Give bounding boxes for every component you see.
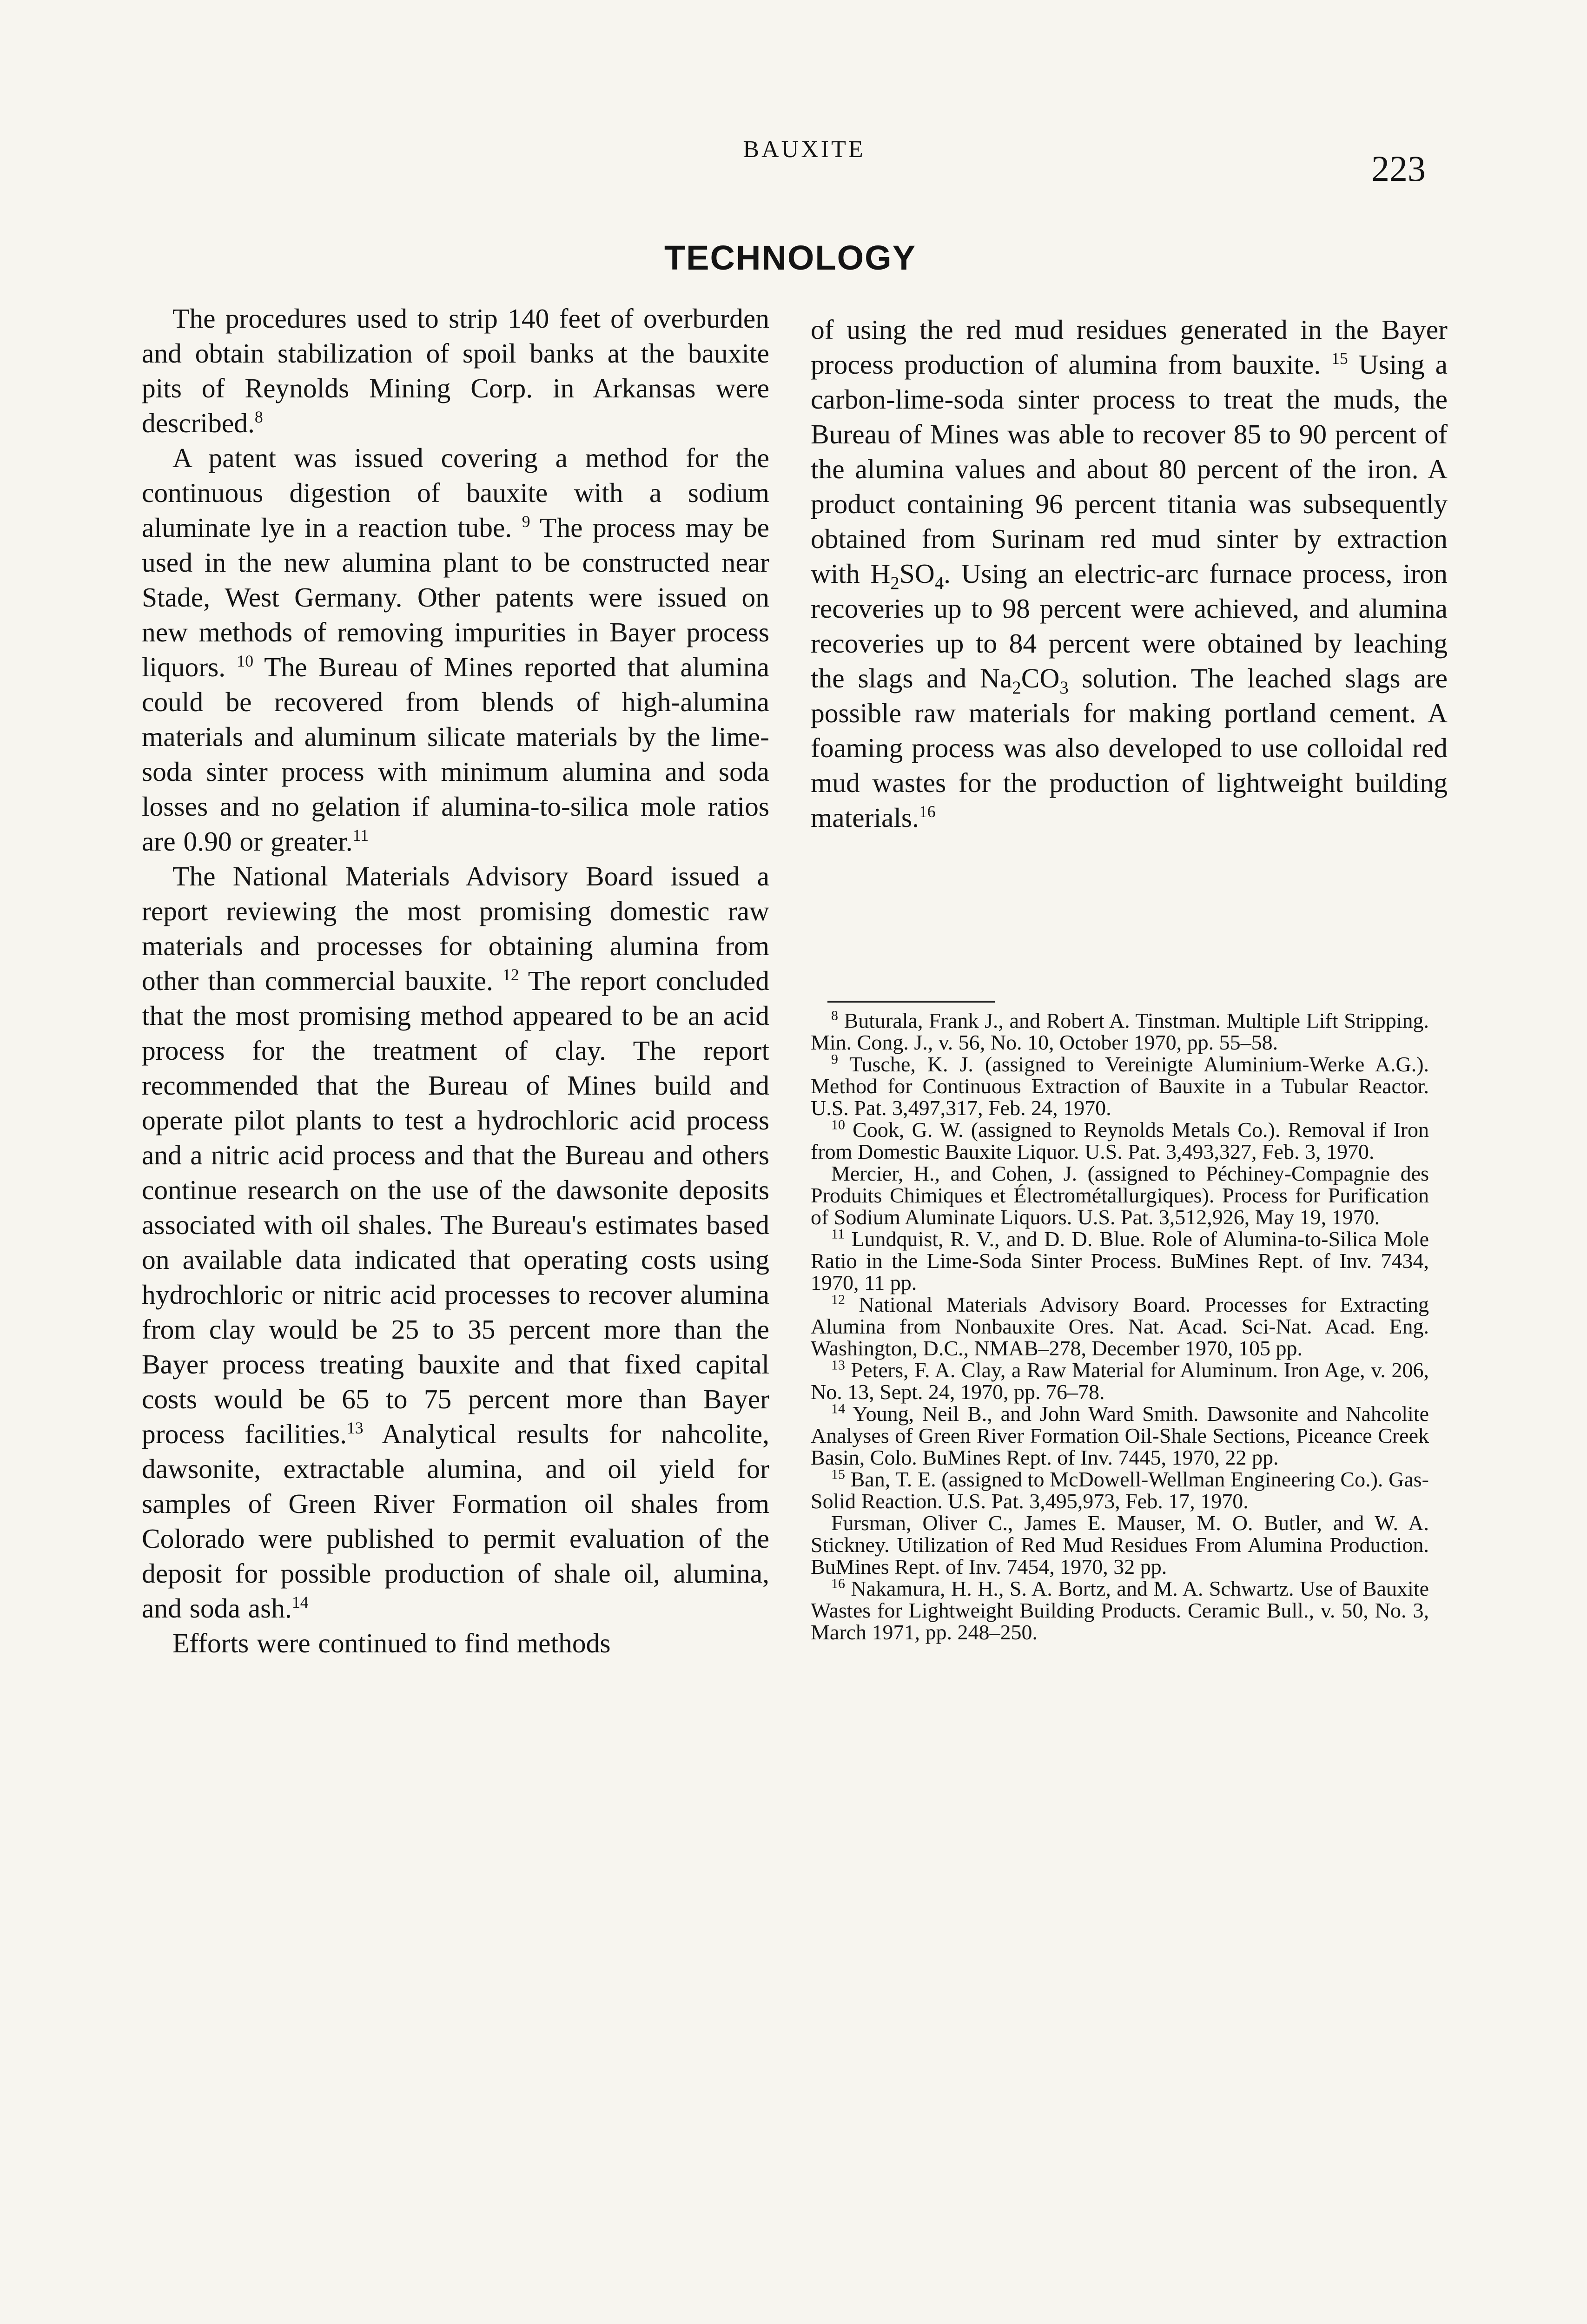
paragraph (142, 1626, 769, 1661)
footnote-text: National Materials Advisory Board. Processes for Extracting Alumina from Nonbauxite Ores. Nat. Acad. Sci-Nat. Acad. Eng. Washington, D.C., NMAB–278, December 1970, 105 pp. (811, 1293, 1429, 1360)
footnote (811, 1359, 1429, 1403)
page-number: 223 (1371, 148, 1426, 189)
footnote-number: 16 (831, 1576, 845, 1591)
footnote (811, 1228, 1429, 1294)
paragraph-text: Analytical results for nahcolite, dawsonite, extractable alumina, and oil yield for samples of Green River Formation oil shales from Colorado were published to permit evaluation of the deposit for possible production of shale oil, alumina, and soda ash. (142, 1419, 769, 1624)
paragraph-text: CO (1021, 663, 1060, 693)
footnote-ref: 8 (254, 408, 263, 427)
paragraph-text: Efforts were continued to find methods (172, 1628, 611, 1658)
subscript: 2 (1012, 678, 1021, 698)
paragraph-text: SO (899, 558, 935, 589)
paragraph (142, 441, 769, 859)
footnote-text: Nakamura, H. H., S. A. Bortz, and M. A. Schwartz. Use of Bauxite Wastes for Lightweight Building Products. Ceramic Bull., v. 50, No. 3, March 1971, pp. 248–250. (811, 1577, 1429, 1644)
footnote (811, 1162, 1429, 1228)
paragraph-text: A patent was issued covering a method for the continuous digestion of bauxite with a sodium aluminate lye in a reaction tube. (142, 442, 769, 543)
footnote-ref: 16 (919, 802, 936, 821)
footnote-number: 9 (831, 1051, 838, 1067)
section-title: TECHNOLOGY (664, 238, 917, 277)
footnote-rule (827, 1001, 995, 1003)
subscript: 3 (1059, 678, 1069, 698)
footnote-text: Cook, G. W. (assigned to Reynolds Metals Co.). Removal if Iron from Domestic Bauxite Liquor. U.S. Pat. 3,493,327, Feb. 3, 1970. (811, 1118, 1429, 1163)
footnote-text: Fursman, Oliver C., James E. Mauser, M. O. Butler, and W. A. Stickney. Utilization of Red Mud Residues From Alumina Production. BuMines Rept. of Inv. 7454, 1970, 32 pp. (811, 1511, 1429, 1578)
footnote-number: 8 (831, 1008, 838, 1023)
subscript: 4 (934, 573, 944, 593)
paragraph-text: The Bureau of Mines reported that alumina could be recovered from blends of high-alumina materials and aluminum silicate materials by the lime-soda sinter process with minimum alumina and soda losses and no gelation if alumina-to-silica mole ratios are 0.90 or greater. (142, 652, 769, 857)
paragraph-text: Using a carbon-lime-soda sinter process to treat the muds, the Bureau of Mines was able to recover 85 to 90 percent of the alumina values and about 80 percent of the iron. A product containing 96 percent titania was subsequently obtained from Surinam red mud sinter by extraction with H (811, 349, 1448, 589)
footnote-text: Tusche, K. J. (assigned to Vereinigte Aluminium-Werke A.G.). Method for Continuous Extraction of Bauxite in a Tubular Reactor. U.S. Pat. 3,497,317, Feb. 24, 1970. (811, 1052, 1429, 1120)
footnote-ref: 14 (291, 1593, 309, 1612)
running-head: BAUXITE (743, 136, 866, 163)
footnote (811, 1512, 1429, 1578)
footnote (811, 1468, 1429, 1512)
paragraph (142, 859, 769, 1626)
paragraph (811, 312, 1448, 835)
paragraph-text: The procedures used to strip 140 feet of overburden and obtain stabilization of spoil banks at the bauxite pits of Reynolds Mining Corp. in Arkansas were described. (142, 303, 769, 438)
paragraph-text: The process may be used in the new alumina plant to be constructed near Stade, West Germany. Other patents were issued on new methods of removing impurities in Bayer process liquors. (142, 512, 769, 682)
footnote-number: 14 (831, 1401, 845, 1417)
footnote-text: Ban, T. E. (assigned to McDowell-Wellman Engineering Co.). Gas-Solid Reaction. U.S. Pat. 3,495,973, Feb. 17, 1970. (811, 1467, 1429, 1513)
right-column (811, 312, 1448, 835)
footnote-ref: 11 (352, 826, 369, 845)
paragraph (142, 301, 769, 441)
footnote-number: 15 (831, 1466, 845, 1482)
footnote (811, 1119, 1429, 1162)
footnote-ref: 10 (237, 652, 254, 671)
footnote-number: 10 (831, 1117, 845, 1133)
footnote-ref: 9 (522, 512, 530, 531)
footnote-ref: 12 (502, 965, 519, 984)
footnote-text: Peters, F. A. Clay, a Raw Material for Aluminum. Iron Age, v. 206, No. 13, Sept. 24, 1970, pp. 76–78. (811, 1358, 1429, 1404)
footnote (811, 1578, 1429, 1643)
footnote (811, 1053, 1429, 1119)
footnote-text: Mercier, H., and Cohen, J. (assigned to Péchiney-Compagnie des Produits Chimiques et Électrométallurgiques). Process for Purification of Sodium Aluminate Liquors. U.S. Pat. 3,512,926, May 19, 1970. (811, 1162, 1429, 1229)
footnote-number: 11 (831, 1226, 845, 1242)
footnote-number: 12 (831, 1292, 845, 1307)
footnote (811, 1010, 1429, 1053)
left-column (142, 301, 769, 1661)
footnote (811, 1294, 1429, 1359)
paragraph-text: The National Materials Advisory Board issued a report reviewing the most promising domestic raw materials and processes for obtaining alumina from other than commercial bauxite. (142, 861, 769, 996)
subscript: 2 (890, 573, 899, 593)
footnote-text: Lundquist, R. V., and D. D. Blue. Role of Alumina-to-Silica Mole Ratio in the Lime-Soda Sinter Process. BuMines Rept. of Inv. 7434, 1970, 11 pp. (811, 1227, 1429, 1294)
footnote-ref: 15 (1331, 349, 1348, 368)
footnote (811, 1403, 1429, 1468)
paragraph-text: of using the red mud residues generated in the Bayer process production of alumina from bauxite. (811, 314, 1448, 380)
paragraph-text: The report concluded that the most promising method appeared to be an acid process for the treatment of clay. The report recommended that the Bureau of Mines build and operate pilot plants to test a hydrochloric acid process and a nitric acid process and that the Bureau and others continue research on the use of the dawsonite deposits associated with oil shales. The Bureau's estimates based on available data indicated that operating costs using hydrochloric or nitric acid processes to recover alumina from clay would be 25 to 35 percent more than the Bayer process treating bauxite and that fixed capital costs would be 65 to 75 percent more than Bayer process facilities. (142, 965, 769, 1449)
footnote-number: 13 (831, 1357, 845, 1373)
paragraph-text: . Using an electric-arc furnace process, iron recoveries up to 98 percent were achieved, and alumina recoveries up to 84 percent were obtained by leaching the slags and Na (811, 558, 1448, 693)
paragraph-text: solution. The leached slags are possible raw materials for making portland cement. A foaming process was also developed to use colloidal red mud wastes for the production of lightweight building materials. (811, 663, 1448, 833)
footnote-text: Young, Neil B., and John Ward Smith. Dawsonite and Nahcolite Analyses of Green River Formation Oil-Shale Sections, Piceance Creek Basin, Colo. BuMines Rept. of Inv. 7445, 1970, 22 pp. (811, 1402, 1429, 1469)
footnotes (811, 1010, 1429, 1643)
footnote-ref: 13 (346, 1419, 364, 1438)
footnote-text: Buturala, Frank J., and Robert A. Tinstman. Multiple Lift Stripping. Min. Cong. J., v. 56, No. 10, October 1970, pp. 55–58. (811, 1009, 1429, 1054)
